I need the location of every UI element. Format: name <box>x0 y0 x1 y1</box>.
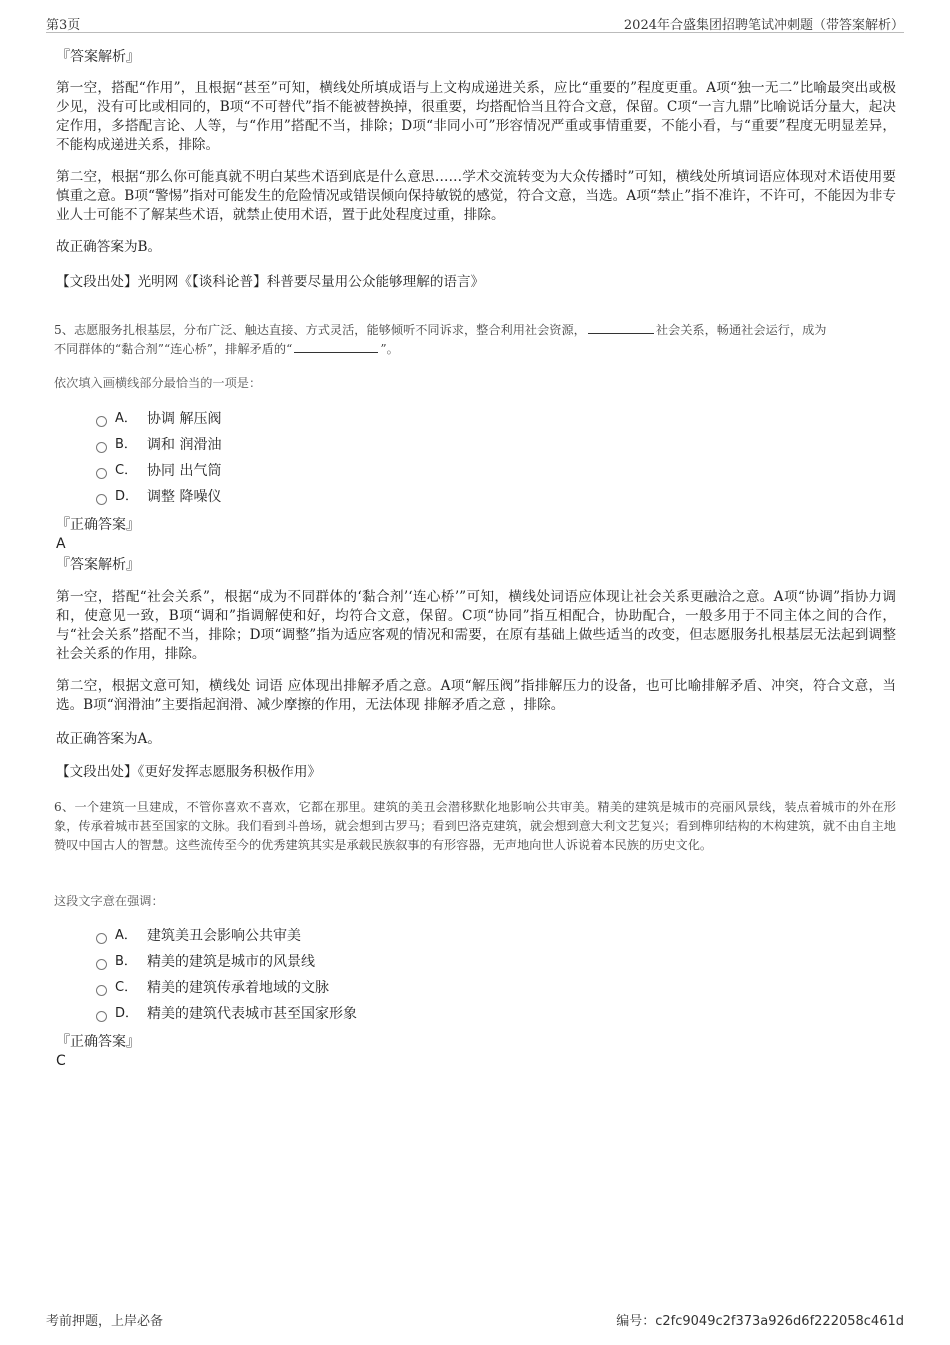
prev-source: 【文段出处】光明网《【谈科论普】科普要尽量用公众能够理解的语言》 <box>56 274 485 290</box>
q5-answer: A <box>56 536 66 552</box>
q5-option-c[interactable]: C． 协同 出气筒 <box>96 462 221 480</box>
document-title: 2024年合盛集团招聘笔试冲刺题（带答案解析） <box>623 18 904 33</box>
q5-conclusion: 故正确答案为A。 <box>56 731 161 747</box>
q5-option-b[interactable]: B． 调和 润滑油 <box>96 436 221 454</box>
radio-icon[interactable] <box>96 985 107 996</box>
q6-option-d[interactable]: D． 精美的建筑代表城市甚至国家形象 <box>96 1005 357 1023</box>
q6-option-b[interactable]: B． 精美的建筑是城市的风景线 <box>96 953 315 971</box>
document-code: 编号：c2fc9049c2f373a926d6f222058c461d <box>616 1314 904 1329</box>
blank-2 <box>294 340 378 353</box>
question-5-stem: 依次填入画横线部分最恰当的一项是： <box>54 376 262 390</box>
analysis-label: 『答案解析』 <box>56 49 140 65</box>
q5-option-d[interactable]: D． 调整 降噪仪 <box>96 488 221 506</box>
q6-answer: C <box>56 1053 66 1069</box>
question-5: 5、志愿服务扎根基层，分布广泛、触达直接、方式灵活，能够倾听不同诉求，整合利用社会资源， 社会关系，畅通社会运行，成为 不同群体的“黏合剂”“连心桥”，排解矛盾的“ ”。 <box>54 323 827 356</box>
q5-analysis-p2: 第二空，根据文意可知，横线处 词语 应体现出排解矛盾之意。A项“解压阀”指排解压力的设备，也可比喻排解矛盾、冲突，符合文意，当选。B项“润滑油”主要指起润滑、减少摩擦的作用，无法体现 排解矛盾之意 ，排除。 <box>56 678 896 713</box>
footer-slogan: 考前押题，上岸必备 <box>46 1314 164 1329</box>
q6-option-a[interactable]: A． 建筑美丑会影响公共审美 <box>96 927 301 945</box>
q5-option-a[interactable]: A． 协调 解压阀 <box>96 410 221 428</box>
radio-icon[interactable] <box>96 959 107 970</box>
analysis-label: 『答案解析』 <box>56 557 140 573</box>
radio-icon[interactable] <box>96 494 107 505</box>
question-6: 6、一个建筑一旦建成，不管你喜欢不喜欢，它都在那里。建筑的美丑会潜移默化地影响公共审美。精美的建筑是城市的亮丽风景线，装点着城市的外在形象，传承着城市甚至国家的文脉。我们看到斗兽场，就会想到古罗马；看到巴洛克建筑，就会想到意大利文艺复兴；看到榫卯结构的木构建筑，就不由自主地赞叹中国古人的智慧。这些流传至今的优秀建筑其实是承载民族叙事的有形容器，无声地向世人诉说着本民族的历史文化。 <box>54 800 896 852</box>
blank-1 <box>588 321 654 334</box>
radio-icon[interactable] <box>96 416 107 427</box>
prev-conclusion: 故正确答案为B。 <box>56 239 162 255</box>
prev-analysis-p1: 第一空，搭配“作用”，且根据“甚至”可知，横线处所填成语与上文构成递进关系，应比“重要的”程度更重。A项“独一无二”比喻最突出或极少见，没有可比或相同的，B项“不可替代”指不能被替换掉，很重要，均搭配恰当且符合文意，保留。C项“一言九鼎”比喻说话分量大，起决定作用，多搭配言论、人等，与“作用”搭配不当，排除；D项“非同小可”形容情况严重或事情重要，不能小看，与“重要”程度无明显差异，不能构成递进关系，排除。 <box>56 80 896 153</box>
radio-icon[interactable] <box>96 468 107 479</box>
question-6-stem: 这段文字意在强调： <box>54 894 164 908</box>
radio-icon[interactable] <box>96 1011 107 1022</box>
q5-analysis-p1: 第一空，搭配“社会关系”，根据“成为不同群体的‘黏合剂’‘连心桥’”可知，横线处词语应体现让社会关系更融洽之意。A项“协调”指协力调和，使意见一致，B项“调和”指调解使和好，均符合文意，保留。C项“协同”指互相配合，协助配合，一般多用于不同主体之间的合作，与“社会关系”搭配不当，排除；D项“调整”指为适应客观的情况和需要，在原有基础上做些适当的改变，但志愿服务扎根基层无法起到调整社会关系的作用，排除。 <box>56 589 896 662</box>
q6-option-c[interactable]: C． 精美的建筑传承着地域的文脉 <box>96 979 329 997</box>
correct-answer-label: 『正确答案』 <box>56 517 140 533</box>
prev-analysis-p2: 第二空，根据“那么你可能真就不明白某些术语到底是什么意思……学术交流转变为大众传播时”可知，横线处所填词语应体现对术语使用要慎重之意。B项“警惕”指对可能发生的危险情况或错误倾向保持敏锐的感觉，符合文意，当选。A项“禁止”指不准许，不许可，不能因为非专业人士可能不了解某些术语，就禁止使用术语，置于此处程度过重，排除。 <box>56 169 896 223</box>
q5-source: 【文段出处】《更好发挥志愿服务积极作用》 <box>56 764 322 780</box>
page-number: 第3页 <box>46 18 81 33</box>
radio-icon[interactable] <box>96 442 107 453</box>
page-header <box>46 14 904 33</box>
correct-answer-label: 『正确答案』 <box>56 1034 140 1050</box>
radio-icon[interactable] <box>96 933 107 944</box>
